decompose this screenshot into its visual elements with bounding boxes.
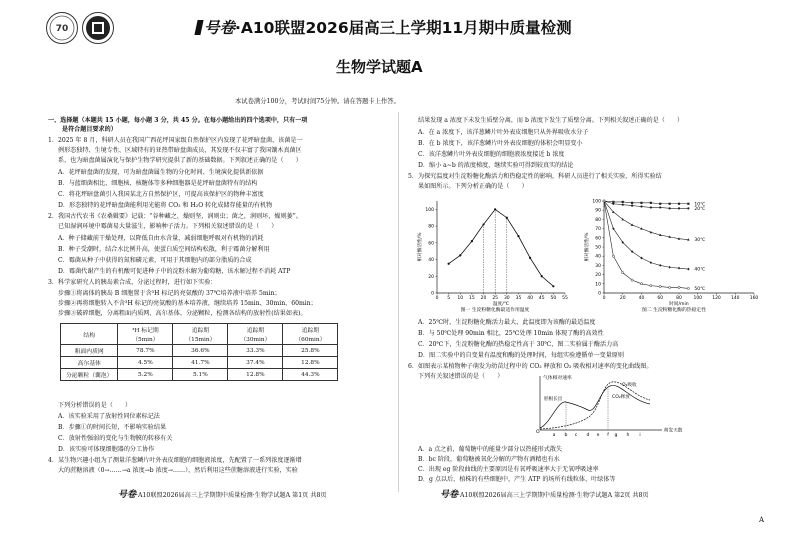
chart1-x-tick-label: 20 <box>480 296 487 301</box>
q5-line: 果如图所示。下列分析正确的是（ ） <box>418 183 528 190</box>
chart3-x-point-label: a <box>552 433 556 438</box>
chart2-y-label: 相对酶活性/% <box>585 232 590 262</box>
chart3-o2-label: O₂吸收 <box>622 383 637 388</box>
chart2-y-tick-label: 70 <box>595 227 601 233</box>
chart3-origin-label: O <box>536 430 540 435</box>
chart2-y-tick-label: 100 <box>592 199 601 205</box>
table-cell: 36.6% <box>173 345 228 357</box>
q6-line: 下列有关叙述错误的是（ ） <box>418 373 504 380</box>
chart2-point <box>612 203 614 205</box>
q2-line: 2．我国古代农书《农桑辑要》记载：“谷种藏之，燥则坚，润则虫；菌之，润则坏，燥则萎”。 <box>48 213 302 220</box>
table-cell: 25.8% <box>283 345 338 357</box>
q4-option-b: B．在 b 浓度下，该洋葱鳞片叶外表皮细胞的体积会明显变小 <box>418 140 583 147</box>
q6-option-b: B．bc 阶段，葡萄糖被氧化分解的产物有酒精也有水 <box>418 456 560 463</box>
chart2-legend-label: 50℃ <box>694 287 706 292</box>
chart1-y-tick-label: 20 <box>428 274 434 280</box>
chart1-x-label: 温度/℃ <box>493 302 509 307</box>
chart2-legend-label: 10℃ <box>694 202 706 208</box>
chart1-point <box>529 257 531 259</box>
chart1-x-tick-label: 55 <box>562 296 568 301</box>
chart1-series-line <box>449 209 554 286</box>
chart2-x-tick-label: 40 <box>638 296 645 301</box>
chart2-point <box>678 207 680 209</box>
table-cell: 5.2% <box>118 369 173 381</box>
exam-notice: 本试卷满分100分，考试时间75分钟。请在答题卡上作答。 <box>235 98 400 105</box>
q6-option-a: A．a 点之前，葡萄糖中的能量少部分以热能形式散失 <box>418 446 563 453</box>
chart2-point <box>669 286 671 288</box>
q3-option-a: A．该实验采用了放射性同位素标记法 <box>58 413 160 420</box>
chart1-plot <box>416 201 568 307</box>
table-cell: 41.7% <box>173 357 228 369</box>
chart2-x-tick-label: 20 <box>619 296 626 301</box>
q5-option-d: D．图二实验中的自变量有温度和酶的处理时间，每组实验遵循单一变量原则 <box>418 352 624 359</box>
chart2-x-tick-label: 120 <box>712 296 721 301</box>
table-row <box>61 357 338 369</box>
chart1-x-tick-label: 25 <box>492 296 499 301</box>
q2-option-c: C．霉菌从种子中获得的氮和磷元素，可用于其细胞内的部分脂质的合成 <box>58 257 252 264</box>
table-header-cell: 追踪期（30min） <box>228 324 283 345</box>
q6-option-d: D．g 点以后，植株的有些细胞中，产生 ATP 的场所有线粒体、叶绿体等 <box>418 476 616 483</box>
chart3-annotation: 胚根长出 <box>544 397 563 402</box>
chart1-point <box>448 263 450 265</box>
chart2-x-tick-label: 60 <box>657 296 664 301</box>
footer-text: ·A10联盟2026届高三上学期期中质量检测·生物学试题A 第2页 共8页 <box>458 492 649 499</box>
table-cell: 44.3% <box>283 369 338 381</box>
chart1-point <box>552 285 554 287</box>
chart2-y-tick-label: 40 <box>595 254 601 260</box>
chart-figure-2 <box>582 193 760 315</box>
chart2-point <box>650 261 652 264</box>
q3-option-d: D．该实验可体现细胞器的分工协作 <box>58 446 155 453</box>
q1-line: 1．2025 年 8 月，科研人员在我国广西花坪国家级自然保护区内发现了花坪暗盘菌，该菌是一 <box>48 137 303 144</box>
chart3-x-point-label: f <box>607 433 609 438</box>
chart2-point <box>687 203 689 205</box>
chart1-point <box>482 223 484 225</box>
footer-brand: 号卷 <box>118 490 137 500</box>
chart3-x-point-label: d <box>586 433 590 438</box>
footer-right <box>440 487 649 500</box>
section-heading-line2: 是符合题目要求的） <box>62 126 117 133</box>
brand-name: 号卷 <box>204 18 236 37</box>
chart2-y-tick-label: 60 <box>595 236 601 242</box>
chart2-point <box>640 283 642 285</box>
q1-option-d: D．形态独特的花坪暗盘菌能利用光能将 CO₂ 和 H₂O 转化成储存能量的有机物 <box>58 202 273 209</box>
q4-option-d: D．缩小 a~b 的浓度梯度，继续实验可得到较真实的结论 <box>418 162 574 169</box>
q3-line: 3．科学家研究人的胰岛素合成、分泌过程时，进行如下实验： <box>48 279 217 286</box>
chart1-point <box>506 217 508 219</box>
column-divider <box>398 112 399 492</box>
chart2-point <box>678 267 680 270</box>
chart2-y-tick-label: 10 <box>595 282 601 288</box>
chart3-x-point-label: h <box>626 433 630 438</box>
chart2-point <box>650 206 652 208</box>
footer-text: ·A10联盟2026届高三上学期期中质量检测·生物学试题A 第1页 共8页 <box>136 492 327 499</box>
q4-line: 结果发现 a 浓度下未发生质壁分离，而 b 浓度下发生了质壁分离。下列相关叙述正确的是（ ） <box>418 117 684 124</box>
title-text: ·A10联盟2026届高三上学期11月期中质量检测 <box>235 19 572 37</box>
exam-title <box>196 16 572 38</box>
results-table <box>60 323 338 381</box>
chart2-y-tick-label: 20 <box>595 273 601 279</box>
chart2-series-line <box>604 201 688 288</box>
chart2-y-tick-label: 90 <box>595 208 601 214</box>
chart2-point <box>622 272 624 274</box>
q5-line: 5．为探究温度对生淀粉糖化酶活力和热稳定性的影响，科研人员进行了相关实验，所得实验结 <box>408 173 662 180</box>
chart2-point <box>650 202 652 204</box>
table-cell: 粗面内质网 <box>61 345 118 357</box>
chart2-x-tick-label: 0 <box>602 296 606 301</box>
q3-option-b: B．步骤①的时间长短，不影响实验结果 <box>58 424 167 431</box>
chart2-point <box>687 287 689 289</box>
table-row <box>61 369 338 381</box>
chart1-y-tick-label: 80 <box>428 224 434 230</box>
chart1-x-tick-label: 35 <box>515 296 522 301</box>
q5-option-a: A．25℃时，生淀粉糖化酶活力最大，此温度即为该酶的最适温度 <box>418 319 596 326</box>
q4-line: 4．某生物兴趣小组为了测量洋葱鳞片叶外表皮细胞的细胞液浓度，先配置了一系列浓度逐渐增 <box>48 457 302 464</box>
chart2-point <box>678 286 680 288</box>
chart2-point <box>631 202 633 204</box>
q2-option-b: B．种子受潮时，结合水比例升高，使蛋白质空间结构松散，利于霉菌分解利用 <box>58 246 270 253</box>
chart2-title: 图二 生淀粉糖化酶的热稳定性 <box>642 308 706 313</box>
chart2-series-line <box>604 201 688 269</box>
chart1-x-tick-label: 5 <box>447 296 451 301</box>
table-cell: 12.8% <box>283 357 338 369</box>
chart3-x-point-label: b <box>564 433 568 438</box>
q1-line: 系，也为暗盘菌属演化与保护生物学研究提供了新的基础数据。下列叙述正确的是（ ） <box>58 157 302 164</box>
chart1-x-tick-label: 40 <box>527 296 533 301</box>
chart1-x-tick-label: 30 <box>503 296 510 301</box>
table-cell: 4.5% <box>118 357 173 369</box>
footer-brand: 号卷 <box>440 490 459 500</box>
chart2-point <box>659 206 661 208</box>
chart2-point <box>669 207 671 209</box>
table-row <box>61 345 338 357</box>
chart2-y-tick-label: 30 <box>595 263 601 269</box>
table-cell: 78.7% <box>118 345 173 357</box>
school-emblem-icon <box>46 12 78 44</box>
table-cell: 33.3% <box>228 345 283 357</box>
chart1-point <box>471 240 473 242</box>
logo-group <box>46 12 114 44</box>
chart1-y-tick-label: 40 <box>428 258 434 264</box>
chart2-point <box>687 268 689 271</box>
section-heading-line1: 一、选择题（本题共 15 小题，每小题 3 分，共 45 分。在每小题给出的四个选项中，只有一项 <box>48 117 308 124</box>
q1-option-b: B．与蓝细菌相比，细胞核、核糖体等多种细胞器是花坪暗盘菌特有的结构 <box>58 180 258 187</box>
chart2-point <box>612 255 614 257</box>
chart1-y-label: 相对酶活性/% <box>418 232 423 262</box>
chart2-x-tick-label: 80 <box>676 296 682 301</box>
chart3-plot <box>536 374 683 438</box>
chart1-point <box>541 275 543 277</box>
chart2-point <box>622 204 624 206</box>
q3-line: 步骤②再将细胞转入不含³H 标记的亮氨酸的基本培养液，继续培养 15min、30min、60min； <box>58 300 317 307</box>
chart1-y-tick-label: 100 <box>425 207 434 213</box>
chart3-co2-label: CO₂释放 <box>612 395 630 400</box>
chart2-point <box>659 264 661 267</box>
subject-title: 生物学试题A <box>336 58 423 76</box>
chart1-point <box>459 254 461 256</box>
q4-option-c: C．该洋葱鳞片叶外表皮细胞的细胞液浓度接近 b 浓度 <box>418 151 565 158</box>
q6-line: 6．如图表示某植物种子萌发为幼苗过程中的 CO₂ 释放和 O₂ 吸收相对速率的变化曲线图。 <box>408 363 653 370</box>
chart3-x-point-label: e <box>596 433 600 438</box>
q3-option-c: C．放射性强弱的变化与生物膜的转移有关 <box>58 435 173 442</box>
chart3-x-point-label: i <box>639 433 641 438</box>
chart2-point <box>631 279 633 281</box>
chart2-point <box>622 201 624 203</box>
chart2-x-tick-label: 100 <box>693 296 703 301</box>
chart1-y-tick-label: 0 <box>431 291 434 297</box>
chart2-y-tick-label: 0 <box>598 291 601 297</box>
chart2-y-tick-label: 50 <box>595 245 601 251</box>
q3-line: 步骤①将离体的胰岛 B 细胞置于含³H 标记的亮氨酸的 37℃培养液中培养 5min； <box>58 290 281 297</box>
corner-mark: A <box>758 516 764 524</box>
q1-option-c: C．将花坪暗盘菌引入我国某北方自然保护区，可提高该保护区的物种丰富度 <box>58 191 264 198</box>
chart1-x-tick-label: 50 <box>550 296 557 301</box>
chart2-point <box>678 203 680 205</box>
school-seal-icon <box>82 12 114 44</box>
q4-line: 大的蔗糖溶液（0→……→a 浓度→b 浓度→……），然后利用这些蔗糖溶液进行实验，实验 <box>58 467 298 474</box>
table-cell: 高尔基体 <box>61 357 118 369</box>
table-cell: 37.4% <box>228 357 283 369</box>
chart2-legend-label: 20℃ <box>694 206 706 212</box>
chart2-point <box>659 203 661 205</box>
emblem-number: 70 <box>55 24 69 34</box>
chart2-legend-label: 30℃ <box>694 238 706 244</box>
chart1-x-tick-label: 10 <box>457 296 464 301</box>
chart1-x-tick-label: 45 <box>538 296 545 301</box>
chart2-x-tick-label: 140 <box>730 296 740 301</box>
chart3-y-label: 气体相对速率 <box>543 376 572 381</box>
q3-line: 步骤③破碎细胞，分离粗面内质网、高尔基体、分泌颗粒，检测各结构的放射性(结果如表)。 <box>58 310 307 317</box>
chart1-y-tick-label: 60 <box>428 241 434 247</box>
chart2-x-label: 时间/min <box>669 302 689 307</box>
table-header-cell: ³H 标记期（5min） <box>118 324 173 345</box>
table-header-row <box>61 324 338 345</box>
chart2-point <box>659 285 661 287</box>
chart2-y-tick-label: 80 <box>595 217 601 223</box>
chart-figure-1 <box>415 193 575 315</box>
chart2-series-line <box>604 201 688 204</box>
q2-option-d: D．霉菌代谢产生的有机酸可促进种子中的淀粉水解为葡萄糖，该水解过程不消耗 ATP <box>58 268 291 275</box>
q2-option-a: A．种子储藏前干燥处理，以降低自由水含量，减弱细胞呼吸对有机物的消耗 <box>58 235 264 242</box>
table-cell: 5.1% <box>173 369 228 381</box>
footer-left <box>118 487 327 500</box>
chart1-x-tick-label: 15 <box>469 296 475 301</box>
q6-option-c: C．出现 eg 阶段曲线的主要原因是有氧呼吸速率大于无氧呼吸速率 <box>418 466 599 473</box>
q1-line: 例形态独特、生境专性、区域特有的亚热带暗盘菌成员，其发现不仅丰富了我国馕木真菌区 <box>58 147 302 154</box>
chart1-point <box>494 208 496 210</box>
chart3-x-point-label: c <box>574 433 578 438</box>
chart2-point <box>640 205 642 207</box>
chart2-point <box>687 207 689 209</box>
q5-option-b: B．与 50℃处理 90min 相比，25℃处理 10min 体现了酶的高效性 <box>418 330 604 337</box>
q1-option-a: A．花坪暗盘菌的发现，可为暗盘菌属生物的分化时间、生境演化提供新依据 <box>58 169 264 176</box>
chart1-x-tick-label: 0 <box>435 296 439 301</box>
chart2-point <box>640 202 642 204</box>
q3-after: 下列分析错误的是（ ） <box>58 402 132 409</box>
chart2-plot <box>583 199 758 308</box>
chart2-point <box>640 257 642 260</box>
chart3-x-point-label: g <box>614 433 618 438</box>
q2-line: 已知湿润环境中霉菌易大量滋生，影响种子活力。下列相关叙述错误的是（ ） <box>58 223 278 230</box>
table-header-cell: 结构 <box>61 324 118 345</box>
q5-option-c: C．20℃下，生淀粉糖化酶的热稳定性高于 30℃，图二实验属于酶活力高 <box>418 341 619 348</box>
table-header-cell: 追踪期（15min） <box>173 324 228 345</box>
table-cell: 分泌颗粒（囊泡） <box>61 369 118 381</box>
chart1-title: 图一 生淀粉糖化酶最适作用温度 <box>460 308 530 313</box>
chart2-point <box>669 203 671 205</box>
chart3-o2-curve <box>540 382 650 429</box>
chart-figure-3 <box>530 370 690 446</box>
chart1-point <box>517 235 519 237</box>
chart2-legend-label: 40℃ <box>694 267 706 273</box>
chart2-point <box>603 200 605 202</box>
chart2-x-tick-label: 160 <box>749 296 759 301</box>
chart2-point <box>668 266 670 269</box>
chart2-point <box>631 205 633 207</box>
table-cell: 12.8% <box>228 369 283 381</box>
table-header-cell: 追踪期（60min） <box>283 324 338 345</box>
chart2-point <box>650 285 652 287</box>
q4-option-a: A．在 a 浓度下，该洋葱鳞片叶外表皮细胞只从外界吸收水分子 <box>418 129 589 136</box>
brand-mark-icon <box>194 20 203 35</box>
chart3-x-label: 萌发天数 <box>664 428 683 434</box>
